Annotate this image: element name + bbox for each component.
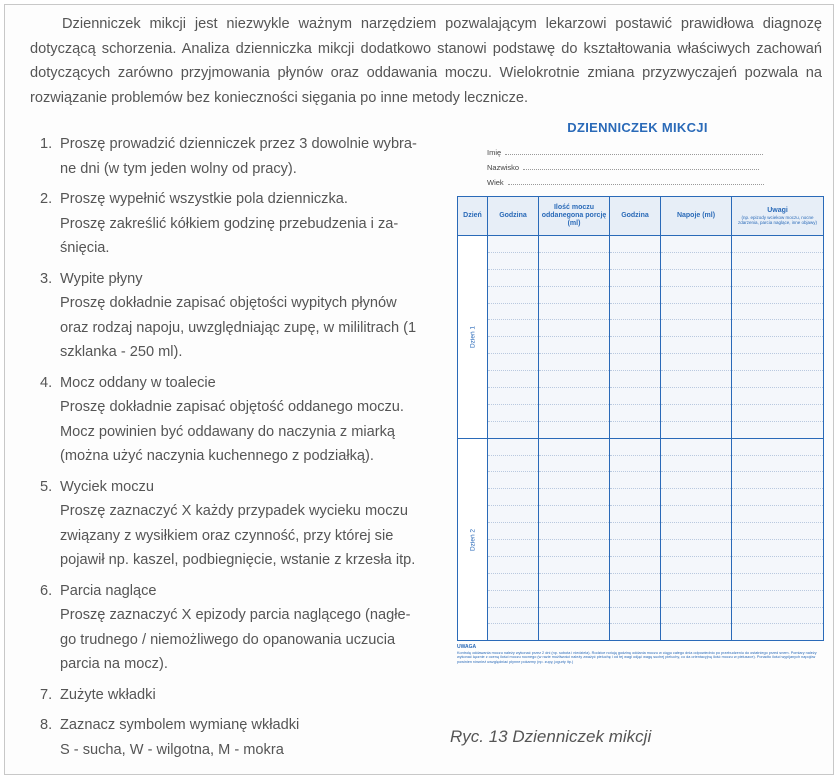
entry-cell[interactable] [610,337,661,354]
entry-cell[interactable] [732,573,824,590]
name-field-label: Imię [487,148,502,157]
table-row [458,303,824,320]
entry-cell[interactable] [539,455,610,472]
instruction-line: S - sucha, W - wilgotna, M - mokra [60,741,284,758]
entry-cell[interactable] [539,438,610,455]
instruction-line: Zużyte wkładki [60,686,156,703]
table-row [458,320,824,337]
instruction-number: 7. [40,686,53,703]
entry-cell[interactable] [488,523,539,540]
entry-cell[interactable] [661,269,732,286]
entry-cell[interactable] [661,354,732,371]
entry-cell[interactable] [732,388,824,405]
entry-cell[interactable] [661,506,732,523]
entry-cell[interactable] [610,556,661,573]
entry-cell[interactable] [610,320,661,337]
entry-cell[interactable] [539,252,610,269]
entry-cell[interactable] [661,286,732,303]
day-cell [458,438,488,641]
entry-cell[interactable] [488,455,539,472]
instruction-item [40,713,425,762]
entry-cell[interactable] [661,540,732,557]
entry-cell[interactable] [610,506,661,523]
entry-cell[interactable] [661,236,732,253]
entry-cell[interactable] [488,371,539,388]
entry-cell[interactable] [661,320,732,337]
entry-cell[interactable] [732,421,824,438]
entry-cell[interactable] [661,472,732,489]
table-row [458,523,824,540]
entry-cell[interactable] [488,590,539,607]
entry-cell[interactable] [732,624,824,641]
entry-cell[interactable] [539,337,610,354]
instruction-number: 4. [40,374,53,391]
instruction-line: go trudnego / niemożliwego do opanowania uczucia [60,631,396,648]
figure-caption: Ryc. 13 Dzienniczek mikcji [450,727,652,746]
table-row [458,624,824,641]
col-header-time: Godzina [488,197,539,236]
table-row [458,286,824,303]
entry-cell[interactable] [661,438,732,455]
entry-cell[interactable] [661,523,732,540]
day-label: Dzień 2 [469,528,476,551]
instruction-number: 1. [40,136,53,152]
entry-cell[interactable] [488,421,539,438]
entry-cell[interactable] [610,236,661,253]
surname-field-label: Nazwisko [487,163,520,172]
form-note-text: Kontrolę oddawania moczu należy wykonać przez 2 dni (np. sobota i niedziela). Rodzice notują godzinę oddania moczu w ciągu całego dnia odpowiednio po przebudzeniu do ostatniego przed snem. Pomiary należy wykonać łącznie z oceną ilości moczu nocnego (w razie możliwości należy zważyć pieluchę i od tej wagi odjąć wagę suchej pieluchy, co da orientacyjną ilość moczu w pieluszce). Ponadto ilości wypijanych napojów powinien również uwzględniać płynne pokarmy (np. zupy, jogurty itp.) [457,650,817,664]
table-row [458,438,824,455]
instruction-line: oraz rodzaj napoju, uwzględniając zupę, w mililitrach (1 [60,319,417,336]
entry-cell[interactable] [610,455,661,472]
instruction-line: Wypite płyny [60,270,143,287]
entry-cell[interactable] [539,371,610,388]
instruction-number: 6. [40,582,53,599]
entry-cell[interactable] [661,371,732,388]
entry-cell[interactable] [539,489,610,506]
instruction-item [40,475,425,573]
entry-cell[interactable] [732,472,824,489]
entry-cell[interactable] [488,320,539,337]
instruction-number: 2. [40,191,53,207]
instruction-line: Proszę zaznaczyć X epizody parcia naglącego (nagłe- [60,607,411,623]
entry-cell[interactable] [539,236,610,253]
instruction-number: 3. [40,270,53,287]
table-row [458,556,824,573]
table-row [458,252,824,269]
entry-cell[interactable] [610,252,661,269]
entry-cell[interactable] [661,590,732,607]
instruction-line: parcia na mocz). [60,656,168,672]
instruction-item [40,187,425,261]
entry-cell[interactable] [539,523,610,540]
form-note [457,645,823,664]
instruction-line: Parcia naglące [60,582,157,599]
entry-cell[interactable] [732,252,824,269]
table-row [458,404,824,421]
instruction-line: Proszę prowadzić dzienniczek przez 3 dowolnie wybra- [60,136,417,152]
entry-cell[interactable] [539,269,610,286]
instruction-line: Proszę zaznaczyć X każdy przypadek wycieku moczu [60,503,408,519]
entry-cell[interactable] [732,286,824,303]
day-label: Dzień 1 [469,325,476,348]
entry-cell[interactable] [732,590,824,607]
age-field [487,178,764,187]
entry-cell[interactable] [539,388,610,405]
entry-cell[interactable] [488,404,539,421]
instruction-line: śnięcia. [60,240,110,256]
table-row [458,489,824,506]
table-row [458,455,824,472]
entry-cell[interactable] [661,556,732,573]
instruction-list [40,132,425,768]
col-header-urine-volume: Ilość moczu oddanegona porcję (ml) [539,197,610,236]
surname-field [487,163,759,172]
entry-cell[interactable] [488,472,539,489]
entry-cell[interactable] [610,286,661,303]
table-row [458,236,824,253]
entry-cell[interactable] [732,354,824,371]
table-row [458,540,824,557]
entry-cell[interactable] [732,556,824,573]
entry-cell[interactable] [539,303,610,320]
entry-cell[interactable] [732,320,824,337]
col-header-drinks: Napoje (ml) [661,197,732,236]
entry-cell[interactable] [488,286,539,303]
entry-cell[interactable] [732,523,824,540]
entry-cell[interactable] [610,269,661,286]
instruction-item [40,132,425,181]
entry-cell[interactable] [488,252,539,269]
entry-cell[interactable] [610,303,661,320]
entry-cell[interactable] [610,371,661,388]
entry-cell[interactable] [488,624,539,641]
instruction-item [40,267,425,365]
entry-cell[interactable] [539,556,610,573]
instruction-number: 5. [40,478,53,495]
table-row [458,607,824,624]
entry-cell[interactable] [488,269,539,286]
entry-cell[interactable] [732,269,824,286]
entry-cell[interactable] [488,303,539,320]
intro-paragraph: Dzienniczek mikcji jest niezwykle ważnym narzędziem pozwalającym lekarzowi postawić prawidłowa diagnozę dotyczącą schorzenia. Analiza dzienniczka mikcji dodatkowo stanowi podstawę do kształtowania właściwych zachowań dotyczących zarówno przyjmowania płynów oraz oddawania moczu. Wielokrotnie zmiana przyzwyczajeń pozwala na rozwiązanie problemów bez konieczności sięgania po inne metody lecznicze. [30,16,822,106]
entry-cell[interactable] [610,523,661,540]
form-title: DZIENNICZEK MIKCJI [567,120,708,135]
micturition-diary-form [455,120,825,664]
entry-cell[interactable] [732,303,824,320]
table-row [458,506,824,523]
entry-cell[interactable] [610,590,661,607]
entry-cell[interactable] [539,540,610,557]
instruction-line: pojawił np. kaszel, podbiegnięcie, wstanie z krzesła itp. [60,552,416,568]
form-note-title: UWAGA [457,644,477,650]
entry-cell[interactable] [488,489,539,506]
table-row [458,388,824,405]
entry-cell[interactable] [610,354,661,371]
table-row [458,269,824,286]
instruction-line: ne dni (w tym jeden wolny od pracy). [60,160,297,177]
col-header-notes: Uwagi (np. epizody wciekow moczu, nocne zdarzenia, parcia naglące, inne objawy) [732,197,824,236]
instruction-line: Proszę wypełnić wszystkie pola dzienniczka. [60,191,348,207]
entry-cell[interactable] [732,540,824,557]
entry-cell[interactable] [610,607,661,624]
entry-cell[interactable] [661,337,732,354]
entry-cell[interactable] [488,236,539,253]
name-field [487,148,763,157]
entry-cell[interactable] [610,472,661,489]
entry-cell[interactable] [732,455,824,472]
instruction-item [40,683,425,708]
entry-cell[interactable] [610,421,661,438]
instruction-line: Mocz oddany w toalecie [60,374,216,391]
entry-cell[interactable] [610,438,661,455]
entry-cell[interactable] [488,506,539,523]
entry-cell[interactable] [661,455,732,472]
entry-cell[interactable] [539,320,610,337]
entry-cell[interactable] [610,624,661,641]
entry-cell[interactable] [539,421,610,438]
instruction-line: (można użyć naczynia kuchennego z podziałką). [60,448,374,464]
entry-cell[interactable] [610,540,661,557]
entry-cell[interactable] [610,404,661,421]
entry-cell[interactable] [661,421,732,438]
entry-cell[interactable] [488,556,539,573]
instruction-line: Proszę zakreślić kółkiem godzinę przebudzenia i za- [60,215,399,232]
instruction-item [40,579,425,677]
entry-cell[interactable] [539,404,610,421]
table-row [458,337,824,354]
entry-cell[interactable] [610,489,661,506]
entry-cell[interactable] [488,337,539,354]
entry-cell[interactable] [539,506,610,523]
age-field-label: Wiek [487,178,504,187]
entry-cell[interactable] [732,438,824,455]
entry-cell[interactable] [488,573,539,590]
table-row [458,371,824,388]
table-row [458,573,824,590]
entry-cell[interactable] [488,388,539,405]
instruction-line: szklanka - 250 ml). [60,344,183,360]
entry-cell[interactable] [732,607,824,624]
instruction-line: Proszę dokładnie zapisać objętości wypitych płynów [60,295,397,311]
instruction-line: Zaznacz symbolem wymianę wkładki [60,717,300,733]
table-row [458,590,824,607]
entry-cell[interactable] [539,472,610,489]
instruction-line: związany z wysiłkiem oraz czynność, przy której sie [60,527,394,544]
entry-cell[interactable] [661,573,732,590]
entry-cell[interactable] [661,388,732,405]
entry-cell[interactable] [539,573,610,590]
entry-cell[interactable] [661,607,732,624]
entry-cell[interactable] [732,404,824,421]
instruction-line: Wyciek moczu [60,478,154,495]
entry-cell[interactable] [488,540,539,557]
entry-cell[interactable] [732,489,824,506]
entry-cell[interactable] [661,303,732,320]
entry-cell[interactable] [539,590,610,607]
entry-cell[interactable] [732,371,824,388]
col-header-time-2: Godzina [610,197,661,236]
table-row [458,354,824,371]
col-header-day: Dzień [458,197,488,236]
entry-cell[interactable] [539,286,610,303]
table-header-row [458,197,824,236]
entry-cell[interactable] [488,607,539,624]
instruction-item [40,371,425,469]
entry-cell[interactable] [661,489,732,506]
entry-cell[interactable] [661,624,732,641]
entry-cell[interactable] [732,506,824,523]
entry-cell[interactable] [539,624,610,641]
instruction-line: Mocz powinien być oddawany do naczynia z miarką [60,423,396,440]
entry-cell[interactable] [732,236,824,253]
table-row [458,421,824,438]
table-row [458,472,824,489]
entry-cell[interactable] [488,438,539,455]
instruction-line: Proszę dokładnie zapisać objętość oddanego moczu. [60,399,404,415]
entry-cell[interactable] [661,252,732,269]
entry-cell[interactable] [610,573,661,590]
entry-cell[interactable] [610,388,661,405]
entry-cell[interactable] [488,354,539,371]
entry-cell[interactable] [732,337,824,354]
instruction-number: 8. [40,717,53,733]
entry-cell[interactable] [539,607,610,624]
entry-cell[interactable] [661,404,732,421]
diary-table [457,196,824,641]
entry-cell[interactable] [539,354,610,371]
day-cell [458,236,488,439]
